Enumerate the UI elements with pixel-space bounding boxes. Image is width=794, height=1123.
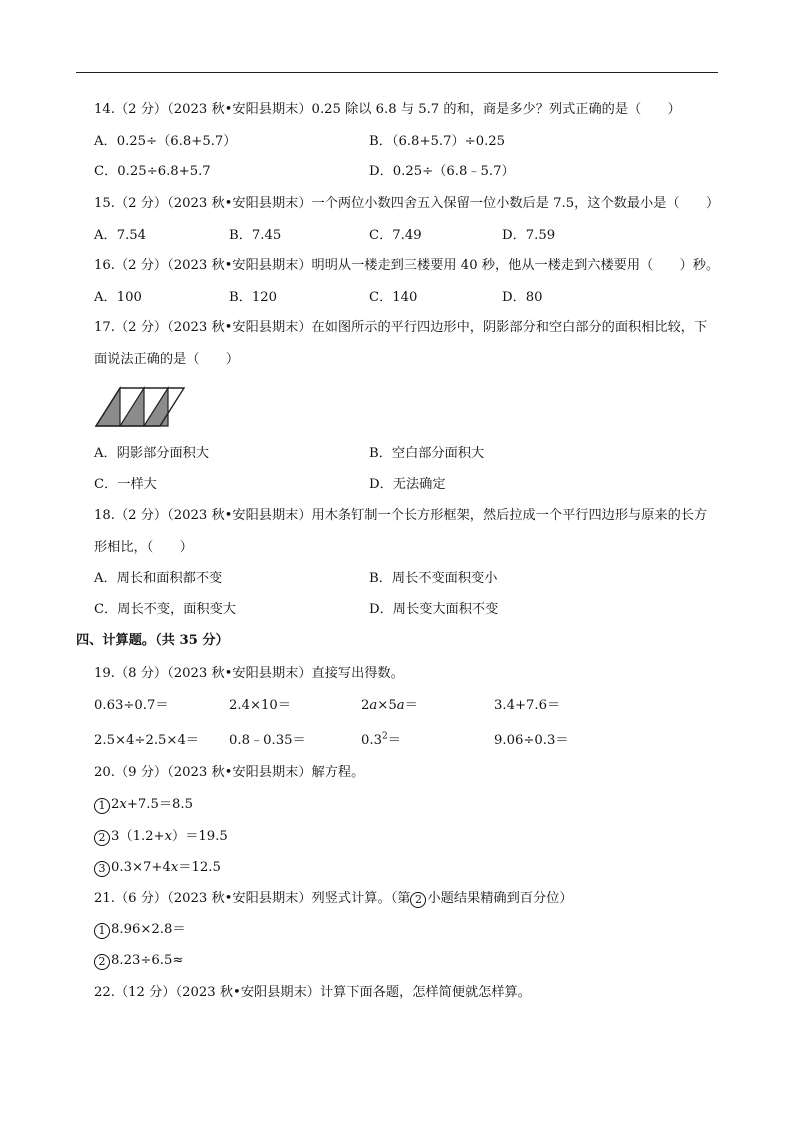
parallelogram-figure [94, 386, 186, 428]
q14-option-d: D．0.25÷（6.8﹣5.7） [369, 164, 515, 179]
q19-item: 2a×5a＝ [361, 698, 418, 713]
q17-option-d: D．无法确定 [369, 477, 446, 492]
q21-item-1: 1 8.96×2.8＝ [94, 921, 186, 939]
header-rule [76, 72, 718, 73]
q19-item: 0.8﹣0.35＝ [229, 733, 306, 748]
q18-option-c: C．周长不变，面积变大 [94, 602, 236, 617]
q14-option-b: B．（6.8+5.7）÷0.25 [369, 134, 506, 149]
q16-option-a: A．100 [94, 290, 142, 305]
q14-stem: 14.（2 分）（2023 秋•安阳县期末）0.25 除以 6.8 与 5.7 的和，商是多少？列式正确的是（ ） [94, 102, 681, 117]
q19-item: $0.3^2=$ [361, 731, 401, 748]
q18-stem-line1: 18.（2 分）（2023 秋•安阳县期末）用木条钉制一个长方形框架，然后拉成一个平行四边形与原来的长方 [94, 508, 708, 523]
q19-item: 2.4×10＝ [229, 698, 291, 713]
q18-option-b: B．周长不变面积变小 [369, 571, 498, 586]
circled-number: 1 [94, 798, 110, 814]
circled-number: 2 [410, 892, 426, 908]
q15-option-c: C．7.49 [369, 228, 422, 243]
q20-stem: 20.（9 分）（2023 秋•安阳县期末）解方程。 [94, 765, 365, 780]
circled-number: 2 [94, 830, 110, 846]
q21-stem: 21.（6 分）（2023 秋•安阳县期末）列竖式计算。（第 2 小题结果精确到百分位） [94, 891, 573, 906]
q17-option-a: A．阴影部分面积大 [94, 446, 210, 461]
q19-stem: 19.（8 分）（2023 秋•安阳县期末）直接写出得数。 [94, 666, 404, 681]
q15-option-a: A．7.54 [94, 228, 147, 243]
circled-number: 1 [94, 923, 110, 939]
q19-item: 3.4+7.6＝ [494, 698, 561, 713]
q15-option-b: B．7.45 [229, 228, 282, 243]
section-title: 四、计算题。（共 35 分） [76, 633, 229, 648]
shaded-triangle-2 [120, 388, 144, 426]
q16-option-b: B．120 [229, 290, 278, 305]
q17-option-b: B．空白部分面积大 [369, 446, 485, 461]
q22-stem: 22.（12 分）（2023 秋•安阳县期末）计算下面各题，怎样简便就怎样算。 [94, 985, 531, 1000]
q18-option-d: D．周长变大面积不变 [369, 602, 499, 617]
q19-item: 2.5×4÷2.5×4＝ [94, 733, 200, 748]
q20-equation-3: 3 0.3×7+4x＝12.5 [94, 859, 221, 877]
q15-option-d: D．7.59 [502, 228, 556, 243]
circled-number: 2 [94, 954, 110, 970]
q14-option-c: C．0.25÷6.8+5.7 [94, 164, 211, 179]
q16-stem: 16.（2 分）（2023 秋•安阳县期末）明明从一楼走到三楼要用 40 秒，他从一楼走到六楼要用（ ）秒。 [94, 258, 720, 273]
q21-item-2: 2 8.23÷6.5≈ [94, 952, 183, 970]
q20-equation-2: 2 3（1.2+x）＝19.5 [94, 828, 228, 846]
q16-option-d: D．80 [502, 290, 543, 305]
q14-option-a: A．0.25÷（6.8+5.7） [94, 134, 237, 149]
q18-option-a: A．周长和面积都不变 [94, 571, 223, 586]
q19-item: 9.06÷0.3＝ [494, 733, 569, 748]
q17-stem-line1: 17.（2 分）（2023 秋•安阳县期末）在如图所示的平行四边形中，阴影部分和空白部分的面积相比较，下 [94, 320, 708, 335]
q18-stem-line2: 形相比，（ ） [94, 540, 193, 555]
circled-number: 3 [94, 861, 110, 877]
q17-stem-line2: 面说法正确的是（ ） [94, 352, 240, 367]
q15-stem: 15.（2 分）（2023 秋•安阳县期末）一个两位小数四舍五入保留一位小数后是 7.5，这个数最小是（ ） [94, 196, 720, 211]
q17-option-c: C．一样大 [94, 477, 157, 492]
q16-option-c: C．140 [369, 290, 418, 305]
q19-item: 0.63÷0.7＝ [94, 698, 169, 713]
q20-equation-1: 1 2x+7.5＝8.5 [94, 796, 193, 814]
